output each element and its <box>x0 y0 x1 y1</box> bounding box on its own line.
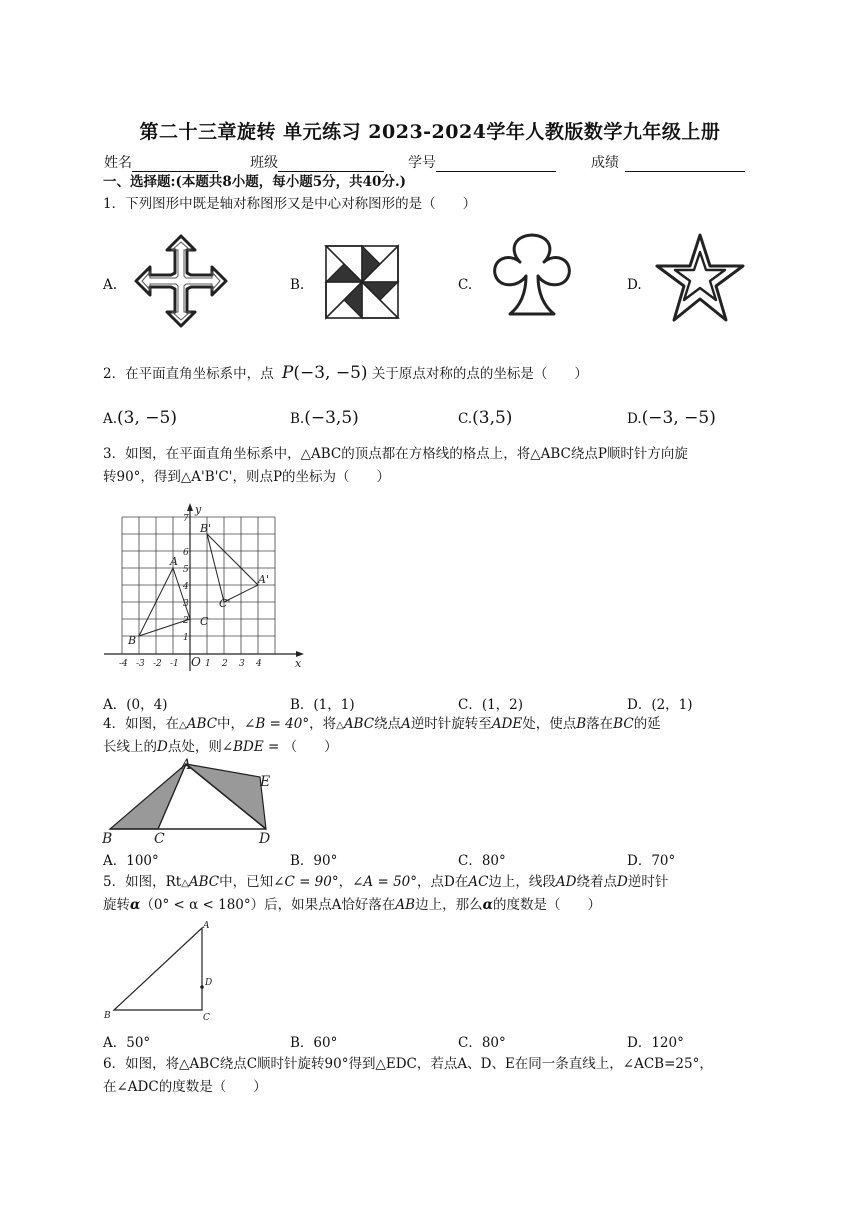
q2-option-a <box>103 408 177 428</box>
q5-text: 逆时针 <box>627 874 669 890</box>
q4-text: 点处，则 <box>167 739 222 755</box>
q5-text: 5．如图， <box>103 874 166 890</box>
q2-label-c: C. <box>458 411 473 427</box>
q1-label-a: A. <box>103 277 118 293</box>
q4-text: 逆时针旋转至 <box>410 716 492 732</box>
four-way-arrow-figure <box>133 233 229 329</box>
q5-option-c: C．80° <box>458 1035 506 1051</box>
q5-range: （0° < α < 180°） <box>140 897 265 913</box>
y-tick: 6 <box>183 548 189 558</box>
class-field <box>250 152 384 172</box>
q3-option-d: D．(2，1) <box>627 697 693 713</box>
point-c1-label: C' <box>219 597 231 610</box>
x-tick: -3 <box>136 659 145 669</box>
q4-option-b: B．90° <box>290 853 338 869</box>
q4-math: D <box>157 739 168 755</box>
q6-stem-line1: 6．如图，将△ABC绕点C顺时针旋转90°得到△EDC，若点A、D、E在同一条直线上，∠ACB=25°， <box>103 1056 713 1072</box>
q5-label-b: B <box>104 1011 111 1021</box>
q5-alpha: α <box>482 897 493 913</box>
q5-label-a: A <box>203 921 210 931</box>
q4-math: ADE <box>491 716 523 732</box>
x-tick: 2 <box>222 659 228 669</box>
y-tick: 7 <box>183 514 189 524</box>
q2-value-b: (−3,5) <box>304 408 359 428</box>
q5-text: 的度数是（ ） <box>492 897 601 913</box>
q4-rotation-figure <box>100 756 280 846</box>
q5-text: 边上，那么 <box>415 897 483 913</box>
score-label: 成绩 <box>591 155 619 171</box>
y-tick: 4 <box>183 582 189 592</box>
q4-math: A <box>401 716 411 732</box>
id-field <box>408 152 556 172</box>
y-tick: 3 <box>183 599 189 609</box>
x-tick: -4 <box>119 659 128 669</box>
q4-text: ，将 <box>309 716 337 732</box>
q2-value-c: (3,5) <box>472 408 513 428</box>
q5-math: Rt <box>165 874 182 890</box>
class-blank <box>278 157 384 172</box>
class-label: 班级 <box>250 155 278 171</box>
x-axis-label: x <box>295 657 302 670</box>
q4-label-a: A <box>181 757 192 773</box>
q4-text: （ ） <box>283 739 338 755</box>
y-tick: 5 <box>183 565 189 575</box>
point-a-label: A <box>170 555 178 568</box>
q4-text: 中， <box>217 716 245 732</box>
q5-math: AD <box>555 874 577 890</box>
q4-math: ABC <box>343 716 375 732</box>
q1-label-d: D. <box>627 277 642 293</box>
q4-option-d: D．70° <box>627 853 676 869</box>
q2-stem-a: 2．在平面直角坐标系中，点 <box>103 366 274 382</box>
q4-angle-b: ∠B = 40° <box>244 716 310 732</box>
x-tick: -1 <box>170 659 179 669</box>
q4-text: 4．如图，在 <box>103 716 180 732</box>
name-label: 姓名 <box>104 155 132 171</box>
q4-math: B <box>576 716 587 732</box>
page-title: 第二十三章旋转 单元练习 2023-2024学年人教版数学九年级上册 <box>139 121 721 143</box>
q5-stem-line2 <box>103 894 601 916</box>
q4-label-b: B <box>102 831 113 846</box>
q5-math: AC <box>468 874 489 890</box>
q4-triangle-symbol: △ <box>336 720 344 731</box>
q2-stem <box>103 362 588 385</box>
origin-label: O <box>191 655 201 669</box>
q4-option-c: C．80° <box>458 853 506 869</box>
q5-label-c: C <box>203 1013 210 1023</box>
q2-value-a: (3, −5) <box>117 408 177 428</box>
q5-text: 后，如果点A恰好落在 <box>264 897 396 913</box>
x-tick: -2 <box>153 659 162 669</box>
q4-text: 落在 <box>586 716 614 732</box>
q5-text: 旋转 <box>103 897 130 913</box>
q5-math: ABC <box>188 874 220 890</box>
q2-stem-b: 关于原点对称的点的坐标是（ ） <box>371 366 588 382</box>
q4-option-a: A．100° <box>103 853 159 869</box>
q4-label-e: E <box>260 774 271 790</box>
section-heading: 一、选择题:(本题共8小题，每小题5分，共40分.) <box>103 174 407 190</box>
q5-alpha: α <box>130 897 141 913</box>
q1-stem: 1．下列图形中既是轴对称图形又是中心对称图形的是（ ） <box>103 196 477 212</box>
y-axis-label: y <box>195 503 202 516</box>
q4-stem-line2 <box>103 736 338 758</box>
q5-text: 边上，线段 <box>488 874 556 890</box>
q4-math: BC <box>613 716 634 732</box>
score-field <box>591 152 745 172</box>
point-a1-label: A' <box>258 573 269 586</box>
q5-text: 绕着点 <box>576 874 617 890</box>
q2-value-d: (−3, −5) <box>641 408 716 428</box>
q4-label-d: D <box>259 831 271 846</box>
q5-angle-a: ∠A = 50° <box>352 874 417 890</box>
q5-triangle-symbol: △ <box>181 878 189 889</box>
score-blank <box>625 157 745 172</box>
q4-label-c: C <box>154 831 165 846</box>
y-tick: 2 <box>183 616 189 626</box>
q3-option-c: C．(1，2) <box>458 697 524 713</box>
club-figure <box>490 232 574 318</box>
q5-math: AB <box>395 897 416 913</box>
q2-label-b: B. <box>290 411 305 427</box>
x-tick: 4 <box>256 659 262 669</box>
q5-label-d: D <box>205 978 213 988</box>
q3-option-a: A．(0，4) <box>103 697 168 713</box>
q3-stem-line2: 转90°，得到△A'B'C'，则点P的坐标为（ ） <box>103 469 391 485</box>
q4-text: 处，使点 <box>522 716 577 732</box>
name-field <box>104 152 218 172</box>
q4-text: 长线上的 <box>103 739 157 755</box>
q2-label-d: D. <box>627 411 642 427</box>
q3-option-b: B．(1，1) <box>290 697 355 713</box>
x-tick: 3 <box>239 659 245 669</box>
q4-text: 的延 <box>633 716 661 732</box>
q6-stem-line2: 在∠ADC的度数是（ ） <box>103 1079 267 1095</box>
q2-coord: (−3, −5) <box>293 363 368 383</box>
point-b1-label: B' <box>200 522 212 535</box>
name-blank <box>132 157 218 172</box>
point-b-label: B <box>128 634 137 647</box>
q5-option-b: B．60° <box>290 1035 338 1051</box>
id-blank <box>436 157 556 172</box>
q2-label-a: A. <box>103 411 118 427</box>
q3-coordinate-grid <box>100 503 310 675</box>
q5-stem-line1 <box>103 871 668 895</box>
pinwheel-figure <box>322 242 402 322</box>
q5-text: ， <box>338 874 353 890</box>
q2-option-b <box>290 408 359 428</box>
q5-text: ，点D在 <box>417 874 469 890</box>
point-c-label: C <box>200 615 209 628</box>
star-figure <box>655 232 745 326</box>
q5-option-a: A．50° <box>103 1035 151 1051</box>
q4-angle-bde: ∠BDE = <box>221 739 284 755</box>
q5-right-triangle-figure <box>100 918 230 1024</box>
id-label: 学号 <box>408 155 436 171</box>
q5-text: 中，已知 <box>219 874 274 890</box>
q5-math: D <box>617 874 628 890</box>
q4-math: ABC <box>186 716 218 732</box>
y-tick: 1 <box>183 633 189 643</box>
q4-stem-line1 <box>103 713 661 737</box>
q5-option-d: D．120° <box>627 1035 684 1051</box>
q2-option-c <box>458 408 512 428</box>
q3-stem-line1: 3．如图，在平面直角坐标系中，△ABC的顶点都在方格线的格点上，将△ABC绕点P顺时针方向旋 <box>103 446 688 462</box>
q4-triangle-symbol: △ <box>179 720 187 731</box>
q5-angle-c: ∠C = 90° <box>273 874 339 890</box>
x-tick: 1 <box>205 659 211 669</box>
q2-option-d <box>627 408 716 428</box>
q1-label-b: B. <box>290 277 305 293</box>
q1-label-c: C. <box>458 277 473 293</box>
q2-point: P <box>281 363 294 383</box>
q4-text: 绕点 <box>374 716 402 732</box>
